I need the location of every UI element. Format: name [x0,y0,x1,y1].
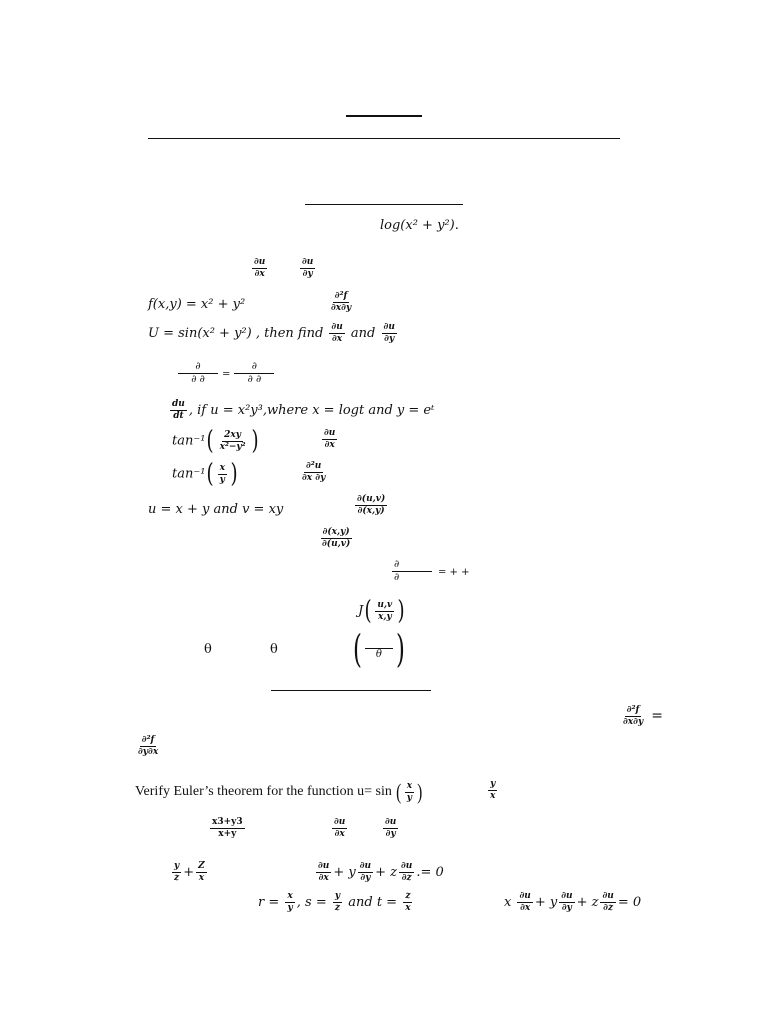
q8-arg-num: x [219,462,225,473]
q17-e3-num: ∂u [602,891,614,901]
q16-e2-num: ∂u [359,861,372,871]
q13-f1-num: ∂²f [626,705,640,715]
q16-a-den: z [174,873,180,883]
q17-rf-num: x [287,891,293,901]
q9-jacobian-2 [318,528,354,549]
q17-tf-num: z [405,891,411,901]
q2-f2-den: ∂y [302,269,313,279]
q14-arg-den: y [406,792,412,803]
q13-lhs [619,706,663,727]
q15-f1-num: x3+y3 [212,817,243,827]
q15-f2-num: ∂u [334,817,346,827]
q4-and: and [350,326,376,341]
section-rule-1 [305,204,463,205]
q15-du-dy [381,818,400,839]
q16-euler-equation [314,862,444,883]
q3-f-den: ∂x∂y [331,303,352,313]
q17-e2-num: ∂u [561,891,573,901]
q7-f-num: ∂u [324,428,336,438]
q15-f3-den: ∂y [385,829,396,839]
q7-f-den: ∂x [324,440,335,450]
log-expression: log(x² + y²). [380,218,459,233]
q4-f2-num: ∂u [383,322,395,332]
q16-plus: + [183,865,195,880]
q4-line [148,323,399,344]
q16-b-num: Z [198,861,205,871]
q13-f1-den: ∂x∂y [623,717,644,727]
q2-f2-num: ∂u [302,257,314,267]
q5-f1-num: ∂ [178,362,218,374]
q11-arg-den: x,y [377,611,392,622]
q12-theta-1: θ [204,642,212,657]
q14-arg-num: x [406,780,413,791]
q6-f-den: dt [173,411,184,421]
q7-arg-num: 2xy [224,429,242,440]
q11-arg-num: u,v [377,599,393,610]
q8-arg-den: y [219,474,225,485]
q7-du-dx [320,429,339,450]
q15-f1-den: x+y [218,829,237,839]
q9-f2-den: ∂(u,v) [322,539,351,549]
q16-end: .= 0 [416,865,444,880]
q17-x: x [504,895,512,910]
q13-eq: = [651,708,663,725]
q15-f2-den: ∂x [334,829,345,839]
q10-equation [392,560,470,583]
q14-line: Verify Euler’s theorem for the function u= sin ( $\frac{x}{y}$ ) [135,779,423,804]
q17-sf-den: z [334,903,341,913]
q5-equation [178,362,274,385]
q15-du-dx [330,818,349,839]
q2-du-dy [298,258,317,279]
q17-end: = 0 [617,895,642,910]
q5-eq: = [222,369,231,381]
q17-euler-equation [504,892,641,913]
q9-f1-den: ∂(x,y) [357,506,385,516]
q4-f1-den: ∂x [332,334,343,344]
q6-line [168,400,434,421]
q10-f-den: ∂ [394,572,400,583]
q17-e1-den: ∂x [520,903,531,913]
q16-b-den: x [198,873,205,883]
q12-theta-2: θ [270,642,278,657]
q5-f1-den: ∂ ∂ [191,374,205,385]
q9-f1-num: ∂(u,v) [357,494,386,504]
q10-tail: = + + [438,567,470,579]
q17-substitution [258,892,415,913]
header-rule [148,138,620,139]
q14-f-num: y [490,779,496,789]
q16-e1-num: ∂u [318,861,330,871]
q13-rhs [134,736,162,757]
q7-fn: tan⁻¹ [172,433,206,449]
q16-z: + z [375,865,397,880]
q8-fn: tan⁻¹ [172,466,206,482]
q8-second-partial [298,462,329,483]
q3-f-num: ∂²f [334,291,348,301]
q12-frac-num [365,639,393,649]
q3-function: f(x,y) = x² + y² [148,297,246,312]
q8-line: tan⁻¹( $\frac{x}{y}$ ) [172,459,238,489]
q2-f1-num: ∂u [254,257,266,267]
q7-arg-den: x²−y² [219,441,246,452]
q12-paren-frac: ( θ ) [352,627,405,671]
q17-tf-den: x [405,903,411,913]
q8-f-den: ∂x ∂y [302,473,326,483]
q17-e3-den: ∂z [603,903,614,913]
q13-f2-num: ∂²f [141,735,155,745]
q13-f2-den: ∂y∂x [138,747,159,757]
q3-second-partial [327,292,355,313]
q17-e1-num: ∂u [519,891,531,901]
q14-y-over-x [486,780,499,801]
q17-z: + z [576,895,599,910]
q9-expr: u = x + y and v = xy [148,502,284,517]
q17-rf-den: y [287,903,293,913]
q16-a-num: y [174,861,180,871]
q9-jacobian-1 [353,495,389,516]
q6-expr: , if u = x²y³,where x = logt and y = eᵗ [188,403,435,418]
q16-e3-num: ∂u [400,861,413,871]
q17-y: + y [534,895,558,910]
q10-f-num: ∂ [392,560,432,572]
q9-f2-num: ∂(x,y) [322,527,350,537]
q15-f3-num: ∂u [385,817,397,827]
q17-r: r = [258,895,280,910]
section-rule-2 [271,690,431,691]
q16-e2-den: ∂y [360,873,371,883]
q8-f-num: ∂²u [306,461,322,471]
q17-e2-den: ∂y [561,903,572,913]
q6-f-num: du [172,399,185,409]
q4-f2-den: ∂y [384,334,395,344]
q12-frac-den: θ [375,648,382,660]
q17-s: , s = [296,895,327,910]
q16-function [170,862,209,883]
q2-du-dx [250,258,269,279]
q11-J: J [358,603,364,619]
q16-e3-den: ∂z [401,873,412,883]
q2-f1-den: ∂x [254,269,265,279]
q11-jacobian: J( $\frac{u,v}{x,y}$ ) [358,596,405,626]
q14-f-den: x [490,791,496,801]
q7-line: tan⁻¹( $\frac{2xy}{\text{x²−y²}}$ ) [172,426,259,456]
q4-lead: U = sin(x² + y²) , then find [148,326,324,341]
q15-fraction [208,818,247,839]
q17-t: and t = [348,895,398,910]
q16-e1-den: ∂x [318,873,329,883]
q5-f2-den: ∂ ∂ [247,374,262,385]
q17-sf-num: y [334,891,341,901]
q5-f2-num: ∂ [234,362,274,374]
q16-y: + y [333,865,356,880]
q14-text: Verify Euler’s theorem for the function u= sin [135,784,392,800]
title-underline [346,115,422,117]
q4-f1-num: ∂u [331,322,343,332]
